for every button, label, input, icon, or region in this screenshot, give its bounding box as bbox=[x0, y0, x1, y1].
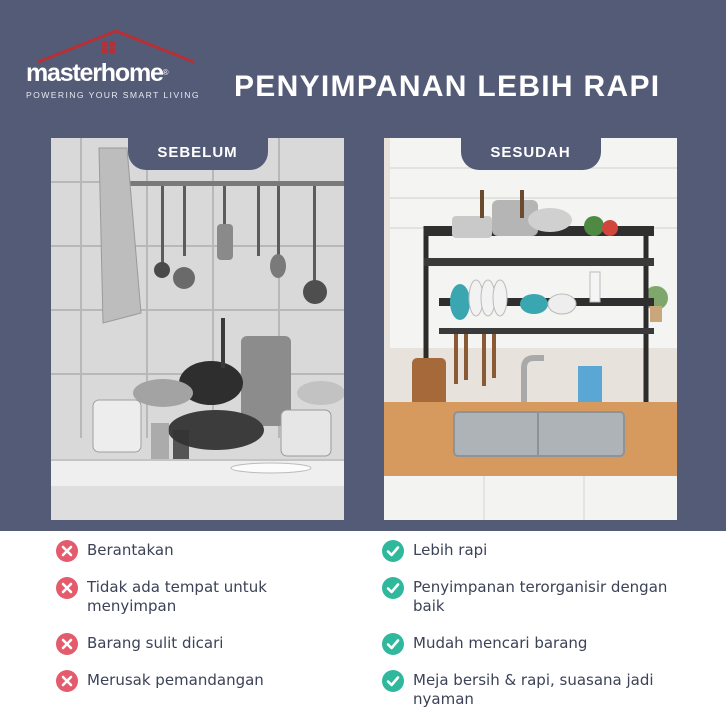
check-circle-icon bbox=[382, 633, 404, 655]
check-circle-icon bbox=[382, 577, 404, 599]
brand-wordmark bbox=[26, 60, 169, 86]
cons-text: Tidak ada tempat untuk menyimpan bbox=[87, 578, 267, 615]
pros-text: Penyimpanan terorganisir dengan baik bbox=[413, 578, 668, 615]
brand-name-home: home bbox=[100, 59, 163, 87]
before-photo bbox=[51, 138, 344, 520]
pros-text: Lebih rapi bbox=[413, 541, 488, 559]
x-circle-icon bbox=[56, 670, 78, 692]
check-circle-icon bbox=[382, 540, 404, 562]
after-label: SESUDAH bbox=[461, 138, 601, 170]
brand-logo bbox=[24, 28, 204, 102]
cons-text: Barang sulit dicari bbox=[87, 634, 224, 652]
messy-kitchen-illustration bbox=[51, 138, 344, 520]
cons-text: Merusak pemandangan bbox=[87, 671, 264, 689]
pros-text: Mudah mencari barang bbox=[413, 634, 588, 652]
brand-name-master: master bbox=[26, 59, 101, 87]
brand-tagline: POWERING YOUR SMART LIVING bbox=[26, 90, 200, 100]
registered-mark: ® bbox=[162, 68, 169, 77]
pros-text: Meja bersih & rapi, suasana jadi nyaman bbox=[413, 671, 654, 708]
before-label: SEBELUM bbox=[128, 138, 268, 170]
x-circle-icon bbox=[56, 577, 78, 599]
cons-text: Berantakan bbox=[87, 541, 174, 559]
after-photo bbox=[384, 138, 677, 520]
page-title: PENYIMPANAN LEBIH RAPI bbox=[234, 70, 661, 103]
check-circle-icon bbox=[382, 670, 404, 692]
organized-kitchen-illustration bbox=[384, 138, 677, 520]
x-circle-icon bbox=[56, 633, 78, 655]
x-circle-icon bbox=[56, 540, 78, 562]
